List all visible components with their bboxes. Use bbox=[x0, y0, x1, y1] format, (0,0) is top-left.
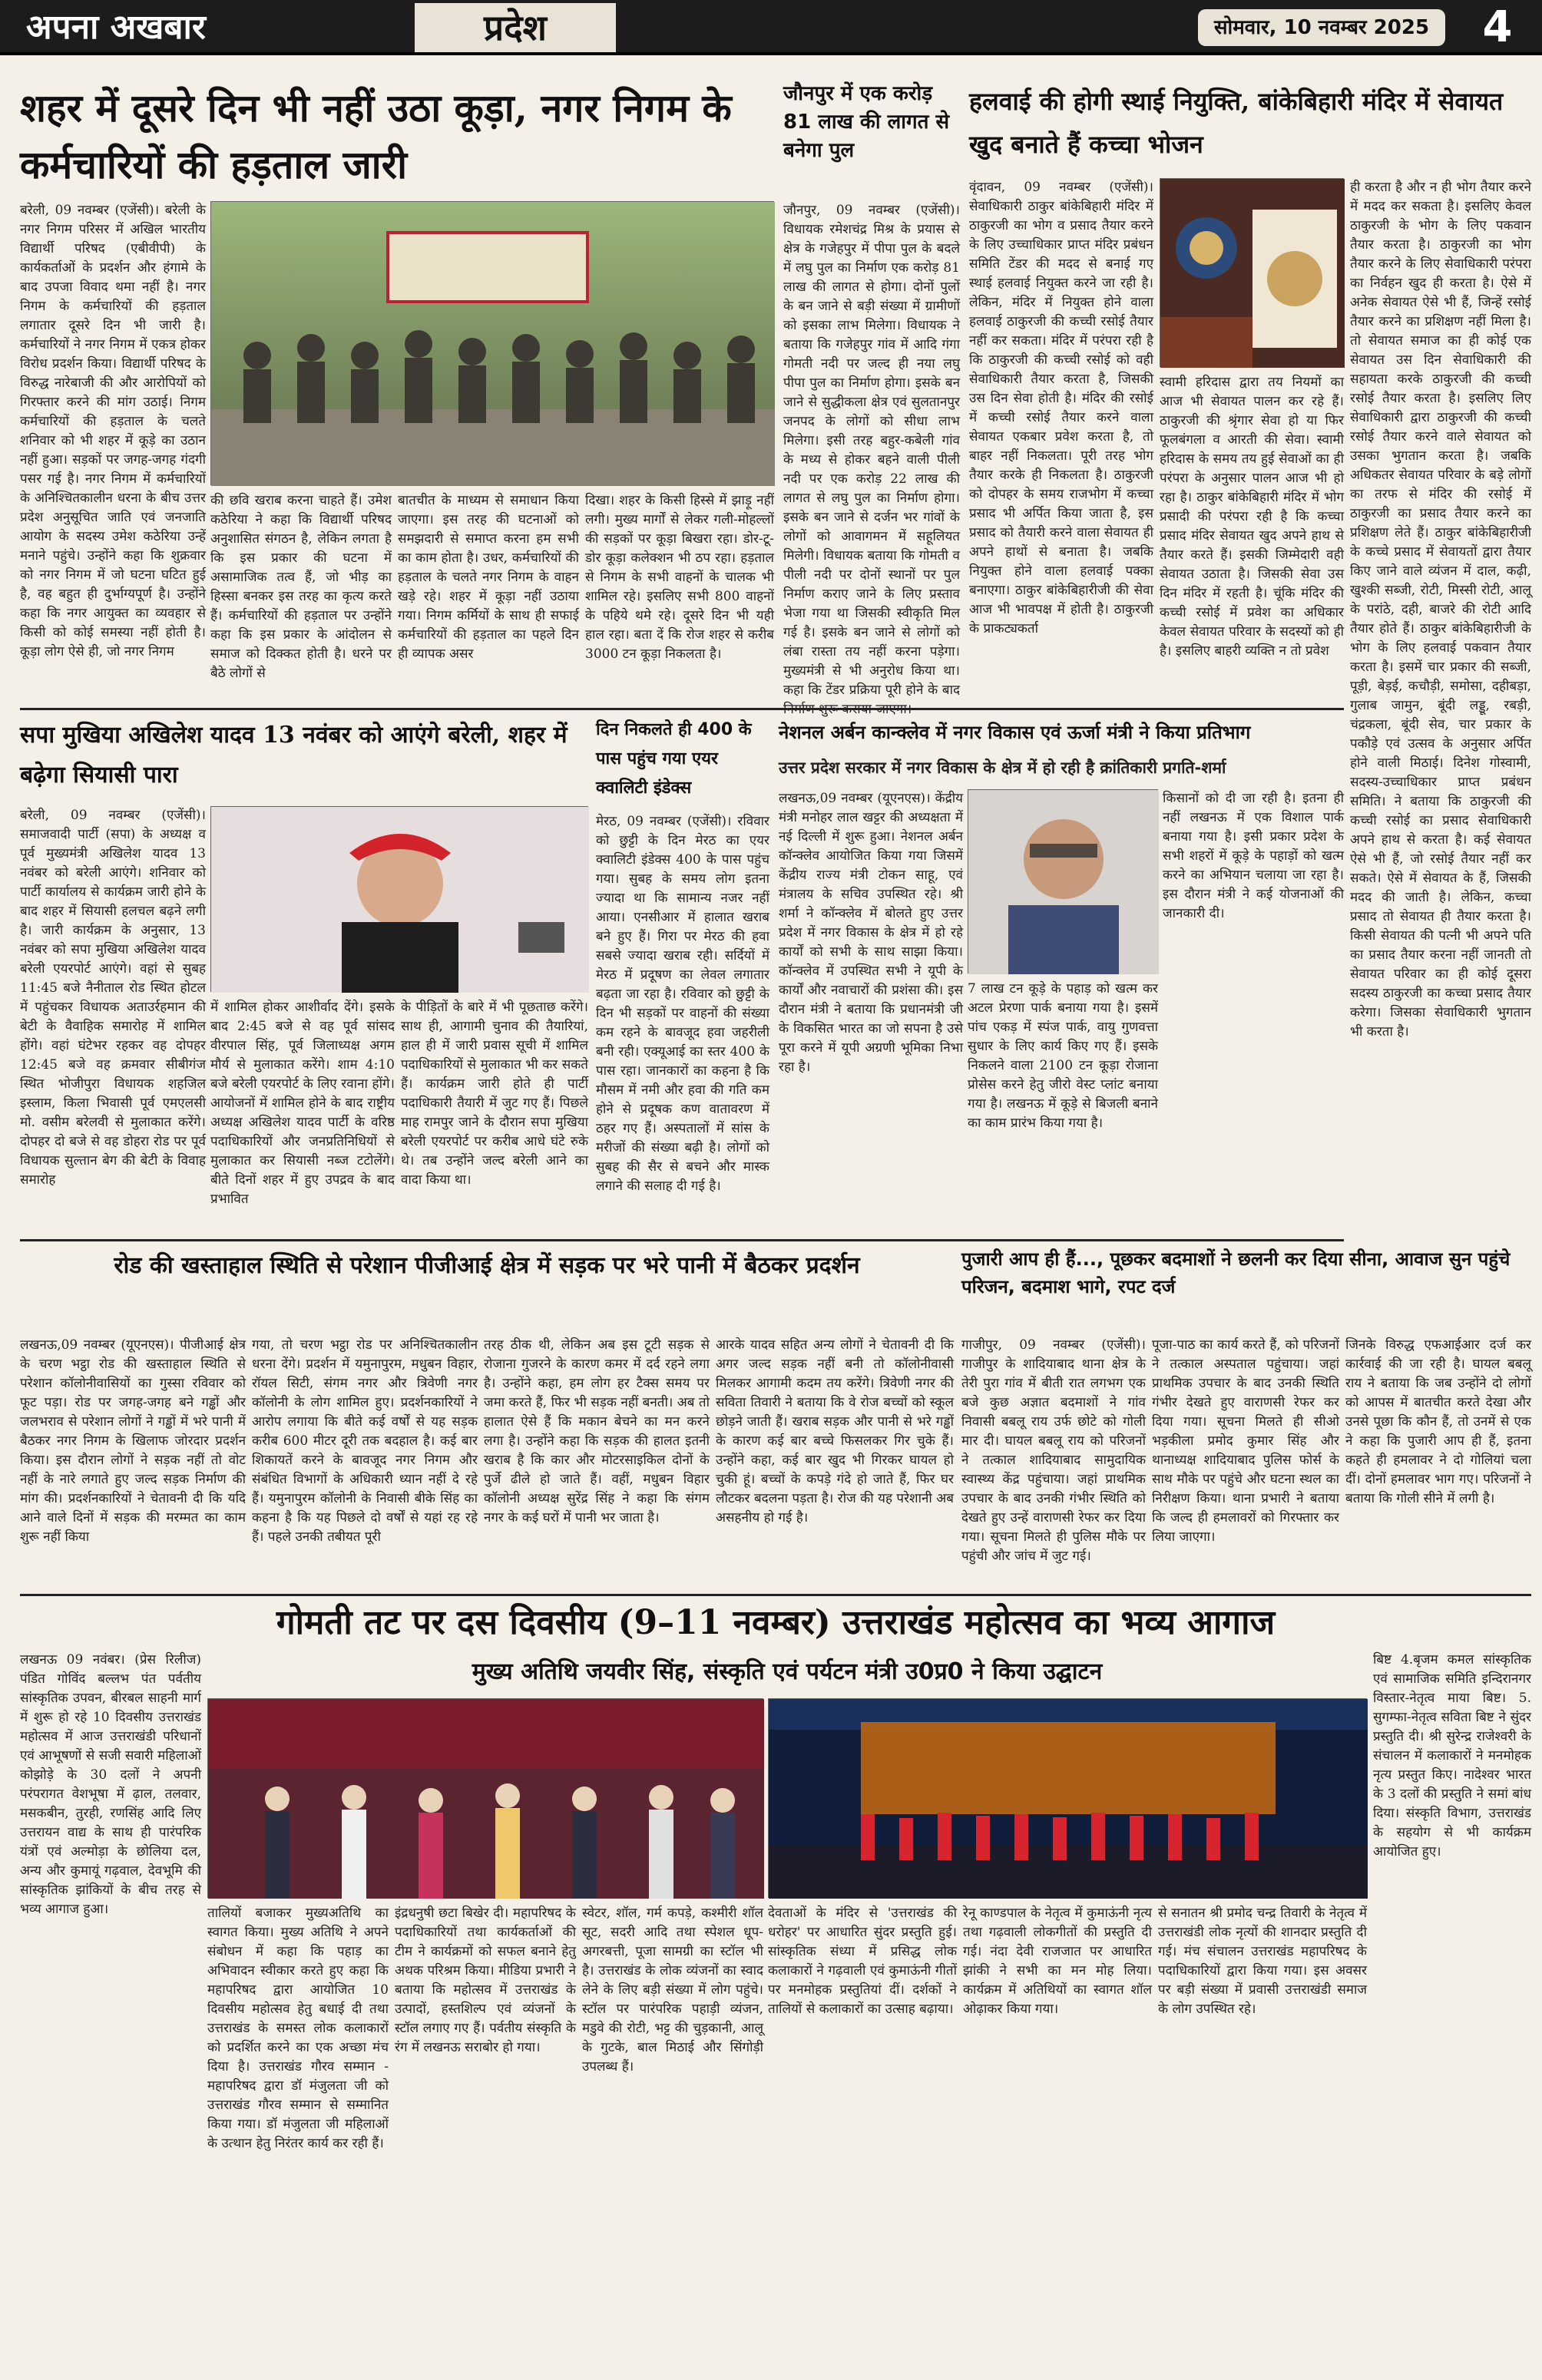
a9-col4: स्वेटर, शॉल, गर्म कपड़े, कश्मीरी शॉल सूट, सदरी आदि तथा स्पेशल धूप-अगरबत्ती, पूजा सामग्री का स्टॉल भी है। उत्तराखंड के लोक व्यंजनों का स्वाद लेने के लिए बड़ी संख्या में लोग पहुंचे। स्टॉल पर पारंपरिक पहाड़ी व्यंजन, मडुवे की रोटी, भट्ट की चुड़कानी, आलू के गुटके, बाल मिठाई और सिंगोड़ी उपलब्ध हैं। bbox=[582, 1906, 763, 2074]
a7-headline: रोड की खस्ताहाल स्थिति से परेशान पीजीआई क्षेत्र में सड़क पर भरे पानी में बैठकर प्रदर्शन bbox=[114, 1252, 860, 1279]
a5-body: मेरठ, 09 नवम्बर (एजेंसी)। रविवार को छुट्टी के दिन मेरठ का एयर क्वालिटी इंडेक्स 400 के पास पहुंच गया। सुबह के समय लोग इतना ज्यादा था कि सामान्य नजर नहीं आया। एनसीआर में हालात खराब बने हुए हैं। गिरा पर मेरठ की हवा सबसे ज्यादा खराब रही। सर्दियों में मेरठ में प्रदूषण का लेवल लगातार बढ़ता जा रहा है। रविवार को छुट्टी के दिन भी सड़कों पर वाहनों की संख्या कम रहने के बावजूद हवा जहरीली बनी रही। एक्यूआई का स्तर 400 के पास रहा। जानकारों का कहना है कि मौसम में नमी और हवा की गति कम होने से प्रदूषक कण वातावरण में ठहर गए हैं। अस्पतालों में सांस के मरीजों की संख्या बढ़ी है। लोगों को सुबह की सैर से बचने और मास्क लगाने की सलाह दी गई है। bbox=[596, 814, 769, 1194]
a1-headline: शहर में दूसरे दिन भी नहीं उठा कूड़ा, नगर निगम के कर्मचारियों की हड़ताल जारी bbox=[20, 85, 732, 187]
divider-1 bbox=[20, 708, 1344, 710]
a2-body: जौनपुर, 09 नवम्बर (एजेंसी)। विधायक रमेशचंद्र मिश्र के प्रयास से क्षेत्र के गजेहपुर में पीपा पुल के बदले में लघु पुल का निर्माण एक करोड़ 81 लाख की लागत से होगा। दोनों पुलों के बन जाने से बड़ी संख्या में ग्रामीणों को इसका लाभ मिलेगा। विधायक ने बताया कि गजेहपुर गांव में आदि गंगा गोमती नदी पर जल्द ही नया लघु पीपा पुल का निर्माण होगा। इसके बन जाने से सुद्धीकला क्षेत्र एवं सुलतानपुर जनपद के लोगों को सीधा लाभ मिलेगा। इसी तरह बहुर-कबेली गांव के मध्य से होकर बहने वाली पीली नदी पर एक करोड़ 22 लाख की लागत से लघु पुल का निर्माण होगा। इसके बन जाने से दर्जन भर गांवों के लोगों को आवागमन में सहूलियत मिलेगी। विधायक बताया कि गोमती व पीली नदी पर दोनों स्थानों पर पुल निर्माण कराए जाने के लिए प्रस्ताव भेजा गया था जिसकी स्वीकृति मिल गई है। इसके बन जाने से लोगों को लंबा रास्ता तय नहीं करना पड़ेगा। मुख्यमंत्री से भी अनुरोध किया था। कहा कि टेंडर प्रक्रिया पूरी होने के बाद bbox=[783, 203, 960, 698]
a7-col4: आरके यादव सहित अन्य लोगों ने चेतावनी दी कि अगर जल्द सड़क नहीं बनी तो कॉलोनीवासी मिलकर आगामी कदम तय करेंगे। त्रिवेणी नगर की सविता तिवारी ने बताया कि वे रोज बच्चों को स्कूल छोड़ने जाती हैं। खराब सड़क और पानी से भरे गड्ढों के कारण कई बार बच्चे फिसलकर गिर चुके हैं। उन्होंने कहा, कई बार खुद भी गिरकर घायल हो चुकी हूं। बच्चों के कपड़े गंदे हो जाते हैं, फिर घर लौटकर बदलना पड़ता है। रोज की यह परेशानी अब असहनीय हो गई है। bbox=[716, 1337, 954, 1526]
a9-headline: गोमती तट पर दस दिवसीय (9–11 नवम्बर) उत्तराखंड महोत्सव का भव्य आगाज bbox=[276, 1603, 1276, 1642]
a9-photo-1-image bbox=[208, 1699, 764, 1899]
divider-2 bbox=[20, 1239, 1344, 1241]
a9-subheadline: मुख्य अतिथि जयवीर सिंह, संस्कृति एवं पर्यटन मंत्री उ0प्र0 ने किया उद्घाटन bbox=[472, 1658, 1103, 1685]
a3-photo bbox=[1160, 178, 1344, 367]
a9-photo-1 bbox=[207, 1698, 763, 1898]
a6-photo bbox=[968, 789, 1158, 973]
a2-headline: जौनपुर में एक करोड़ 81 लाख की लागत से बनेगा पुल bbox=[783, 82, 950, 162]
a9-col2: तालियों बजाकर मुख्यअतिथि का स्वागत किया। मुख्य अतिथि ने अपने संबोधन में कहा कि पहाड़ का अभिवादन स्वीकार करते हुए कहा कि महापरिषद द्वारा आयोजित 10 दिवसीय महोत्सव हेतु बधाई दी तथा उत्तराखंड के समस्त लोक कलाकारों को प्रदर्शित करने का एक अच्छा मंच दिया है। उत्तराखंड गौरव सम्मान - महापरिषद द्वारा डॉ मंजुलता जी को उत्तराखंड गौरव सम्मान से सम्मानित किया गया। डॉ मंजुलता जी महिलाओं के उत्थान हेतु निरंतर कार्य कर रही हैं। bbox=[207, 1906, 389, 2151]
paper-title: अपना अखबार bbox=[26, 8, 206, 47]
a1-col1: बरेली, 09 नवम्बर (एजेंसी)। बरेली के नगर निगम परिसर में अखिल भारतीय विद्यार्थी परिषद (एबीवीपी) के कार्यकर्ताओं के प्रदर्शन और हंगामे के बाद उपजा विवाद थमा नहीं है। नगर निगम के कर्मचारियों की हड़ताल लगातार दूसरे दिन भी जारी है। कर्मचारियों ने नगर निगम में एकत्र होकर विरोध प्रदर्शन किया। विद्यार्थी परिषद के विरुद्ध नारेबाजी की और आरोपियों को गिरफ्तार करने की मांग उठाई। निगम कर्मचारियों की हड़ताल के चलते शनिवार को भी शहर में कूड़े का उठान नहीं हुआ। सड़कों पर जगह-जगह गंदगी पसर गई है। नगर निगम में कर्मचारियों के अनिश्चितकालीन धरना के बीच उत्तर प्रदेश अनुसूचित जाति एवं जनजाति आयोग के सदस्य उमेश कठेरिया उन्हें मनाने पहुंचे। उन्होंने कहा कि शुक्रवार को नगर निगम में जो घटना घटित हुई है, वह बहुत ही दुर्भाग्यपूर्ण है। उन्होंने कहा कि नगर आयुक्त का व्यवहार से किसी को कोई समस्या नहीं होती है। कूड़ा लोग ऐसे ही, जो नगर निगम bbox=[20, 203, 206, 659]
a3-col3: ही करता है और न ही भोग तैयार करने में मदद कर सकता है। इसलिए केवल ठाकुरजी के भोग के लिए पकवान तैयार करता है। ठाकुरजी का भोग तैयार करने के लिए सेवाधिकारी परंपरा का निर्वहन खुद ही करता है। ऐसे में अनेक सेवायत ऐसे भी हैं, जिन्हें रसोई तैयार करने का प्रशिक्षण नहीं मिला है। तो सेवायत समाज का ही कोई एक सेवायत उस दिन सेवाधिकारी की सहायता करके ठाकुरजी की कच्ची रसोई तैयार करता है। इसलिए लिए सेवाधिकारी द्वारा ठाकुरजी की कच्ची रसोई तैयार करने वाले सेवायत को उसका भुगतान करता है। जबकि अधिकतर सेवायत परिवार के बड़े लोगों का तरफ से मंदिर की रसोई में ठाकुरजी का प्रसाद तैयार करने का प्रशिक्षण लेते हैं। ठाकुर बांकेबिहारीजी के कच्चे प्रसाद में सेवायतों द्वारा तैयार किए जाने वाले व्यंजन में दाल, कढ़ी, खुश्की सब्जी, रोटी, मिस्सी रोटी, आलू के परांठे, दही, बाजरे की रोटी आदि तैयार होते हैं। ठाकुर बांकेबिहारीजी के भोग के लिए हलवाई पकवान तैयार करता है। इसमें चार प्रकार की सब्जी, पूड़ी, बेड़ई, कचौड़ी, समोसा, दहीबड़ा, गुलाब जामुन, बूंदी लड्डू, रबड़ी, चंद्रकला, बूंदी सेव, चार प्रकार के पकौड़े एवं उत्सव के अनुसार अर्पित होने वाली मिठाई। दिनेश गोस्वामी, सदस्य-उच्चाधिकार प्राप्त प्रबंधन समिति। ने बताया कि ठाकुरजी की कच्ची रसोई का प्रसाद सेवाधिकारी अपने हाथ से करता है। कई सेवायत ऐसे भी हैं, जो रसोई तैयार नहीं कर सकते। ऐसे में सेवायत के हैं, जिसकी मदद की जाती है। लेकिन, कच्चा प्रसाद तो सेवायत ही तैयार करता है। किसी सेवायत की पत्नी भी अपने पति का प्रसाद तैयार करना नहीं जानती तो सेवायत परिवार का ही कोई दूसरा सदस्य ठाकुरजी का कच्चा प्रसाद तैयार करेगा। जिसका सेवाधिकारी भुगतान भी करता है। bbox=[1350, 180, 1531, 1040]
a4-col2: में शामिल होकर आशीर्वाद देंगे। इसके बाद 2:45 बजे से वह पूर्व सांसद वीरपाल सिंह, पूर्व जिलाध्यक्ष अगम मौर्य से मुलाकात करेंगे। शाम 4:10 बजे बरेली एयरपोर्ट के लिए रवाना होंगे। आयोजनों में शामिल होने के बाद राष्ट्रीय अध्यक्ष अखिलेश यादव पार्टी के वरिष्ठ पदाधिकारियों और जनप्रतिनिधियों से मुलाकात कर सियासी नब्ज टटोलेंगे। बीते दिनों शहर में हुए उपद्रव के बाद प्रभावित bbox=[210, 1000, 395, 1207]
a6-col1: लखनऊ,09 नवम्बर (यूएनएस)। केंद्रीय मंत्री मनोहर लाल खट्टर की अध्यक्षता में नई दिल्ली में शुरू हुआ। नेशनल अर्बन कॉन्क्लेव आयोजित किया गया जिसमें केंद्रीय राज्य मंत्री टोकन साहू, एवं मंत्रालय के सचिव उपस्थित रहे। श्री शर्मा ने कॉन्क्लेव में बोलते हुए उत्तर प्रदेश में नगर विकास के क्षेत्र में हो रहे कार्यों को सभी के साथ साझा किया। कॉन्क्लेव में उपस्थित सभी ने यूपी के कार्यों और नवाचारों की प्रशंसा की। इस दौरान मंत्री ने बताया कि प्रधानमंत्री जी के विकसित भारत का जो सपना है उसे पूरा करने में यूपी अग्रणी भूमिका निभा रहा है। bbox=[779, 791, 963, 1075]
a6-col3: किसानों को दी जा रही है। इतना ही नहीं लखनऊ में एक विशाल पार्क बनाया गया है। इसी प्रकार प्रदेश के सभी शहरों में कूड़े के पहाड़ों को खत्म करने का अभियान चलाया जा रहा है। इस दौरान मंत्री ने कई योजनाओं की जानकारी दी। bbox=[1163, 791, 1344, 921]
a6-subheadline: उत्तर प्रदेश सरकार में नगर विकास के क्षेत्र में हो रही है क्रांतिकारी प्रगति-शर्मा bbox=[779, 759, 1226, 777]
a9-col6: रेनू काण्डपाल के नेतृत्व में कुमाऊंनी नृत्य तथा गढ़वाली लोकगीतों की प्रस्तुति दी गई। नंदा देवी राजजात पर आधारित झांकी ने सभी का मन मोह लिया। कार्यक्रम में अतिथियों का स्वागत शॉल ओढ़ाकर किया गया। bbox=[963, 1906, 1152, 2017]
a3-col2: स्वामी हरिदास द्वारा तय नियमों का आज भी सेवायत पालन कर रहे हैं। ठाकुरजी की श्रृंगार सेवा हो या फिर फूलबंगला व आरती की सेवा। स्वामी हरिदास के समय तय हुई सेवाओं का ही परंपरा के अनुसार पालन आज भी हो रहा है। ठाकुर बांकेबिहारी मंदिर में भोग प्रसादी की परंपरा रही है कि कच्चा प्रसाद मंदिर सेवायत खुद अपने हाथ से तैयार करते हैं। इसकी जिम्मेदारी वही सेवायत उठाता है। जिसकी सेवा उस दिन मंदिर में रहती है। चूंकि मंदिर की कच्ची रसोई में प्रवेश का अधिकार केवल सेवायत परिवार के सदस्यों को ही है। इसलिए बाहरी व्यक्ति न तो प्रवेश bbox=[1160, 375, 1344, 659]
a1-col2: की छवि खराब करना चाहते हैं। उमेश कठेरिया ने कहा कि विद्यार्थी परिषद अनुशासित संगठन है, लेकिन लगता है कि इस प्रकार की घटना में असामाजिक तत्व हैं, जो भीड़ का हिस्सा बनकर इस तरह का कृत्य करते हैं। कर्मचारियों की हड़ताल पर उन्होंने कहा कि इस प्रकार के आंदोलन से समाज को दिक्कत होती है। धरने पर बैठे लोगों से bbox=[210, 493, 392, 681]
masthead bbox=[0, 0, 1542, 55]
a1-col4: दिखा। शहर के किसी हिस्से में झाड़ू नहीं लगी। मुख्य मार्गों से लेकर गली-मोहल्लों की सड़कों पर कूड़ा बिखरा रहा। डोर-टू-डोर कूड़ा कलेक्शन भी ठप रहा। हड़ताल से निगम के सभी वाहनों के चालक भी शामिल रहे। इसलिए सभी 800 वाहनों के पहिये थमे रहे। दूसरे दिन भी यही हाल रहा। बता दें कि रोज शहर से करीब 3000 टन कूड़ा निकलता है। bbox=[585, 493, 774, 662]
a9-col1: लखनऊ 09 नवंबर। (प्रेस रिलीज) पंडित गोविंद बल्लभ पंत पर्वतीय सांस्कृतिक उपवन, बीरबल साहनी मार्ग में शुरू हो रहे 10 दिवसीय उत्तराखंड महोत्सव में आज उत्तराखंडी परिधानों एवं आभूषणों से सजी सवारी महिलाओं कोझोड़े के 30 दलों ने अपनी परंपरागत वेशभूषा में ढ़ाल, तलवार, मसकबीन, तुरही, रणसिंह आदि लिए उत्तरायन वाद्य के साथ ही पारंपरिक यंत्रों एवं अल्मोड़ा के छोलिया दल, अन्य और कुमायूं गढ़वाल, देवभूमि की सांस्कृतिक झांकियों के बीच तरह से भव्य आगाज हुआ। bbox=[20, 1652, 201, 1917]
issue-date: सोमवार, 10 नवम्बर 2025 bbox=[1198, 9, 1445, 46]
a3-headline: हलवाई की होगी स्थाई नियुक्ति, बांकेबिहारी मंदिर में सेवायत खुद बनाते हैं कच्चा भोजन bbox=[969, 87, 1504, 159]
a4-headline: सपा मुखिया अखिलेश यादव 13 नवंबर को आएंगे बरेली, शहर में बढ़ेगा सियासी पारा bbox=[20, 722, 567, 788]
a7-col1: लखनऊ,09 नवम्बर (यूएनएस)। पीजीआई क्षेत्र के चरण भट्ठा रोड की खस्ताहाल स्थिति से परेशान कॉलोनीवासियों का गुस्सा रविवार को फूट पड़ा। रोड पर जगह-जगह बने गड्ढों और जलभराव से परेशान लोगों ने गड्ढों में भरे पानी में बैठकर नगर निगम के खिलाफ जोरदार प्रदर्शन किया। इस दौरान लोगों ने सड़क नहीं तो वोट नहीं के नारे लगाते हुए जल्द सड़क निर्माण की मांग की। प्रदर्शनकारियों ने चेतावनी दी कि यदि आने वाले दिनों में सड़क की मरम्मत का काम शुरू नहीं किया bbox=[20, 1337, 246, 1545]
divider-3 bbox=[20, 1594, 1531, 1596]
a9-photo-2-image bbox=[769, 1699, 1368, 1899]
a9-col7b: से सनातन श्री प्रमोद चन्द्र तिवारी के नेतृत्व में उत्तराखंडी लोक नृत्यों की शानदार प्रस्तुति दी गई। मंच संचालन उत्तराखंड महापरिषद के पदाधिकारियों द्वारा किया गया। इस अवसर पर बड़ी संख्या में प्रवासी उत्तराखंडी समाज के लोग उपस्थित रहे। bbox=[1158, 1906, 1367, 2017]
a3-col1: वृंदावन, 09 नवम्बर (एजेंसी)। सेवाधिकारी ठाकुर बांकेबिहारी मंदिर में ठाकुरजी का भोग व प्रसाद तैयार करने के लिए उच्चाधिकार प्राप्त मंदिर प्रबंधन समिति टेंडर की मदद से बनाई गए स्थाई हलवाई नियुक्त करने जा रही है। लेकिन, मंदिर में नियुक्त होने वाला हलवाई ठाकुरजी की कच्ची रसोई तैयार नहीं कर सकता। मंदिर में परंपरा रही है कि ठाकुरजी की कच्ची रसोई को वही सेवाधिकारी तैयार करता है, जिसकी उस दिन सेवा होती है। मंदिर की रसोई में कच्ची रसोई तैयार करने वाला सेवायत एकबार प्रवेश करता है, तो बाहर नहीं निकलता। पूरी तरह भोग तैयार करके ही निकलता है। ठाकुरजी को दोपहर के समय राजभोग में कच्चा प्रसाद भी अर्पित किया जाता है, इस प्रसाद को तैयारी करने वाला सेवायत ही अपने हाथों से बनाता है। जबकि नियुक्त होने वाला हलवाई पक्का बनाएगा। ठाकुर बांकेबिहारीजी की सेवा आज भी भावपक्ष में होती है। ठाकुरजी के प्राकट्यकर्ता bbox=[969, 180, 1153, 636]
a8-headline: पुजारी आप ही हैं..., पूछकर बदमाशों ने छलनी कर दिया सीना, आवाज सुन पहुंचे परिजन, बदमाश भागे, रपट दर्ज bbox=[961, 1248, 1511, 1297]
a9-col3: इंद्रधनुषी छटा बिखेर दी। महापरिषद के पदाधिकारियों तथा कार्यकर्ताओं की टीम ने कार्यक्रमों को सफल बनाने हेतु अथक परिश्रम किया। मीडिया प्रभारी ने बताया कि महोत्सव में उत्तराखंड के उत्पादों, हस्तशिल्प एवं व्यंजनों के स्टॉल लगाए गए हैं। पर्वतीय संस्कृति के रंग में लखनऊ सराबोर हो गया। bbox=[395, 1906, 576, 2055]
a7-col3: तरह ठीक थी, लेकिन अब इस टूटी सड़क से रोजाना गुजरने के कारण कमर में दर्द रहने लगा है। उन्होंने कहा, हम लोग हर टैक्स समय पर जमा करते हैं, फिर भी सड़क नहीं बनती। अब तो हालात ऐसे हैं कि मकान बेचने का मन करने लगा है। उन्होंने कहा कि सड़क की हालत इतनी खराब है कि कार और मोटरसाइकिल दोनों के पुर्जे ढीले हो जाते हैं। वहीं, मधुबन विहार कॉलोनी अध्यक्ष सुरेंद्र सिंह ने कहा कि संगम नगर के कई घरों में पानी भर जाता है। bbox=[484, 1337, 710, 1526]
a6-headline: नेशनल अर्बन कान्क्लेव में नगर विकास एवं ऊर्जा मंत्री ने किया प्रतिभाग bbox=[779, 722, 1251, 743]
a6-photo-image bbox=[968, 790, 1159, 974]
section-title: प्रदेश bbox=[415, 3, 616, 52]
a9-photo-2 bbox=[768, 1698, 1367, 1898]
a8-col2: पूजा-पाठ का कार्य करते हैं, को परिजनों ने तत्काल अस्पताल पहुंचाया। जहां प्राथमिक उपचार के बाद उनकी स्थिति गंभीर देखते हुए वाराणसी रेफर कर दिया गया। सूचना मिलते ही सीओ भड़कीला प्रमोद कुमार सिंह और थानाध्यक्ष शादियाबाद पुलिस फोर्स के साथ मौके पर पहुंचे और घटना स्थल का निरीक्षण किया। थाना प्रभारी ने बताया कि जल्द ही हमलावरों को गिरफ्तार कर लिया जाएगा। bbox=[1152, 1337, 1339, 1545]
a1-col3: बातचीत के माध्यम से समाधान किया जाएगा। इस तरह की घटनाओं को समझदारी से समाप्त करना हम सभी का काम होता है। उधर, कर्मचारियों की हड़ताल के चलते नगर निगम के वाहन खड़े रहे। शहर में कूड़ा नहीं उठाया गया। निगम कर्मियों के साथ ही सफाई कर्मचारियों की हड़ताल का पहले दिन ही व्यापक असर bbox=[398, 493, 579, 662]
a4-photo-image bbox=[211, 807, 589, 993]
a4-col1: बरेली, 09 नवम्बर (एजेंसी)। समाजवादी पार्टी (सपा) के अध्यक्ष व पूर्व मुख्यमंत्री अखिलेश यादव 13 नवंबर को बरेली आएंगे। शनिवार को पार्टी कार्यालय से कार्यक्रम जारी होने के बाद शहर में सियासी हलचल बढ़ने लगी है। जारी कार्यक्रम के अनुसार, 13 नवंबर को सपा मुखिया अखिलेश यादव बरेली एयरपोर्ट आएंगे। वहां से सुबह 11:45 बजे नैनीताल रोड स्थित होटल में पहुंचकर विधायक अताउर्रहमान की बेटी के वैवाहिक समारोह में शामिल होंगे। वहां घंटेभर रहकर वह दोपहर 12:45 बजे वह क्रमवार सीबीगंज स्थित भोजीपुरा विधायक शहजिल इस्लाम, किला भिवासी पूर्व एमएलसी मो. वसीम बरेलवी से मुलाकात करेंगे। दोपहर दो बजे से वह डोहरा रोड पर पूर्व विधायक सुल्तान बेग की बेटी के विवाह समारोह bbox=[20, 808, 206, 1188]
a9-col5: देवताओं के मंदिर से 'उत्तराखंड की धरोहर' पर आधारित सुंदर प्रस्तुति हुई। सांस्कृतिक संध्या में प्रसिद्ध लोक कलाकारों ने गढ़वाली एवं कुमाऊंनी गीतों पर मनमोहक प्रस्तुतियां दीं। दर्शकों ने तालियों से कलाकारों का उत्साह बढ़ाया। bbox=[768, 1906, 957, 2017]
a1-photo-image bbox=[211, 202, 775, 486]
a4-photo bbox=[210, 806, 588, 992]
a7-col2: गया, तो चरण भट्ठा रोड पर अनिश्चितकालीन धरना देंगे। प्रदर्शन में यमुनापुरम, मधुबन विहार, रॉयल सिटी, संगम नगर और त्रिवेणी नगर कॉलोनी के लोग शामिल हुए। प्रदर्शनकारियों ने आरोप लगाया कि बीते कई वर्षों से यह सड़क करीब 600 मीटर दूरी तक बदहाल है। कई बार शिकायतें करने के बावजूद नगर निगम और संबंधित विभागों के अधिकारी ध्यान नहीं दे रहे हैं। यमुनापुरम कॉलोनी के निवासी बीके सिंह का कहना है कि यह पिछले दो वर्षों से यहां रह रहे हैं। पहले उनकी तबीयत पूरी bbox=[252, 1337, 478, 1545]
a5-headline: दिन निकलते ही 400 के पास पहुंच गया एयर क्वालिटी इंडेक्स bbox=[596, 720, 752, 798]
a9-col8: बिष्ट 4.बृजम कमल सांस्कृतिक एवं सामाजिक समिति इन्दिरानगर विस्तार-नेतृत्व माया बिष्ट। 5. सुगम्फा-नेतृत्व सविता बिष्ट ने सुंदर प्रस्तुति दी। श्री सुरेन्द्र राजेश्वरी के संचालन में कलाकारों ने मनमोहक नृत्य प्रस्तुत किए। नादेश्वर भारत के 3 दलों की प्रस्तुति ने समां बांध दिया। संस्कृति विभाग, उत्तराखंड के सहयोग से भी कार्यक्रम आयोजित हुए। bbox=[1373, 1652, 1531, 1859]
a8-col1: गाजीपुर, 09 नवम्बर (एजेंसी)। गाजीपुर के शादियाबाद थाना क्षेत्र के तेरी पुरा गांव में बीती रात लगभग एक बजे कुछ अज्ञात बदमाशों ने गांव निवासी बबलू राय उर्फ छोटे को गोली मार दी। घायल बबलू राय को परिजनों ने तत्काल शादियाबाद सामुदायिक स्वास्थ्य केंद्र पहुंचाया। जहां प्राथमिक उपचार के बाद उनकी गंभीर स्थिति को देखते हुए उन्हें वाराणसी रेफर कर दिया गया। सूचना मिलते ही पुलिस मौके पर पहुंची और जांच में जुट गई। bbox=[961, 1337, 1146, 1564]
a8-col3: जिनके विरुद्ध एफआईआर दर्ज कर कार्रवाई की जा रही है। घायल बबलू राय ने बताया कि जब उन्होंने दो लोगों को आपस में बातचीत करते देखा और उनसे पूछा कि कौन हैं, तो उनमें से एक ने कहा कि पुजारी आप ही हैं, इतना कहते ही हमलावर ने दो गोलियां चला दीं। दोनों हमलावर भाग गए। परिजनों ने बताया कि गोली सीने में लगी है। bbox=[1345, 1337, 1531, 1506]
a6-col2: 7 लाख टन कूड़े के पहाड़ को खत्म कर अटल प्रेरणा पार्क बनाया गया है। इसमें पांच एकड़ में स्पंज पार्क, वायु गुणवत्ता सुधार के लिए कार्य किए गए हैं। इसके निकलने वाला 2100 टन कूड़ा रोजाना प्रोसेस करने हेतु जीरो वेस्ट प्लांट बनाया गया है। लखनऊ में कूड़े से बिजली बनाने का काम प्रारंभ किया गया है। bbox=[968, 981, 1158, 1131]
a1-photo bbox=[210, 201, 774, 485]
a4-col3: के पीड़ितों के बारे में भी पूछताछ करेंगे। साथ ही, आगामी चुनाव की तैयारियां, हाल ही में जारी प्रवास सूची में शामिल पदाधिकारियों से मुलाकात भी कर सकते हैं। कार्यक्रम जारी होते ही पार्टी पदाधिकारी तैयारी में जुट गए हैं। पिछले माह रामपुर जाने के दौरान सपा मुखिया बरेली एयरपोर्ट पर करीब आधे घंटे रुके थे। तब उन्होंने जल्द बरेली आने का वादा किया था। bbox=[401, 1000, 588, 1188]
page-number: 4 bbox=[1482, 2, 1513, 52]
a3-photo-image bbox=[1160, 179, 1345, 368]
